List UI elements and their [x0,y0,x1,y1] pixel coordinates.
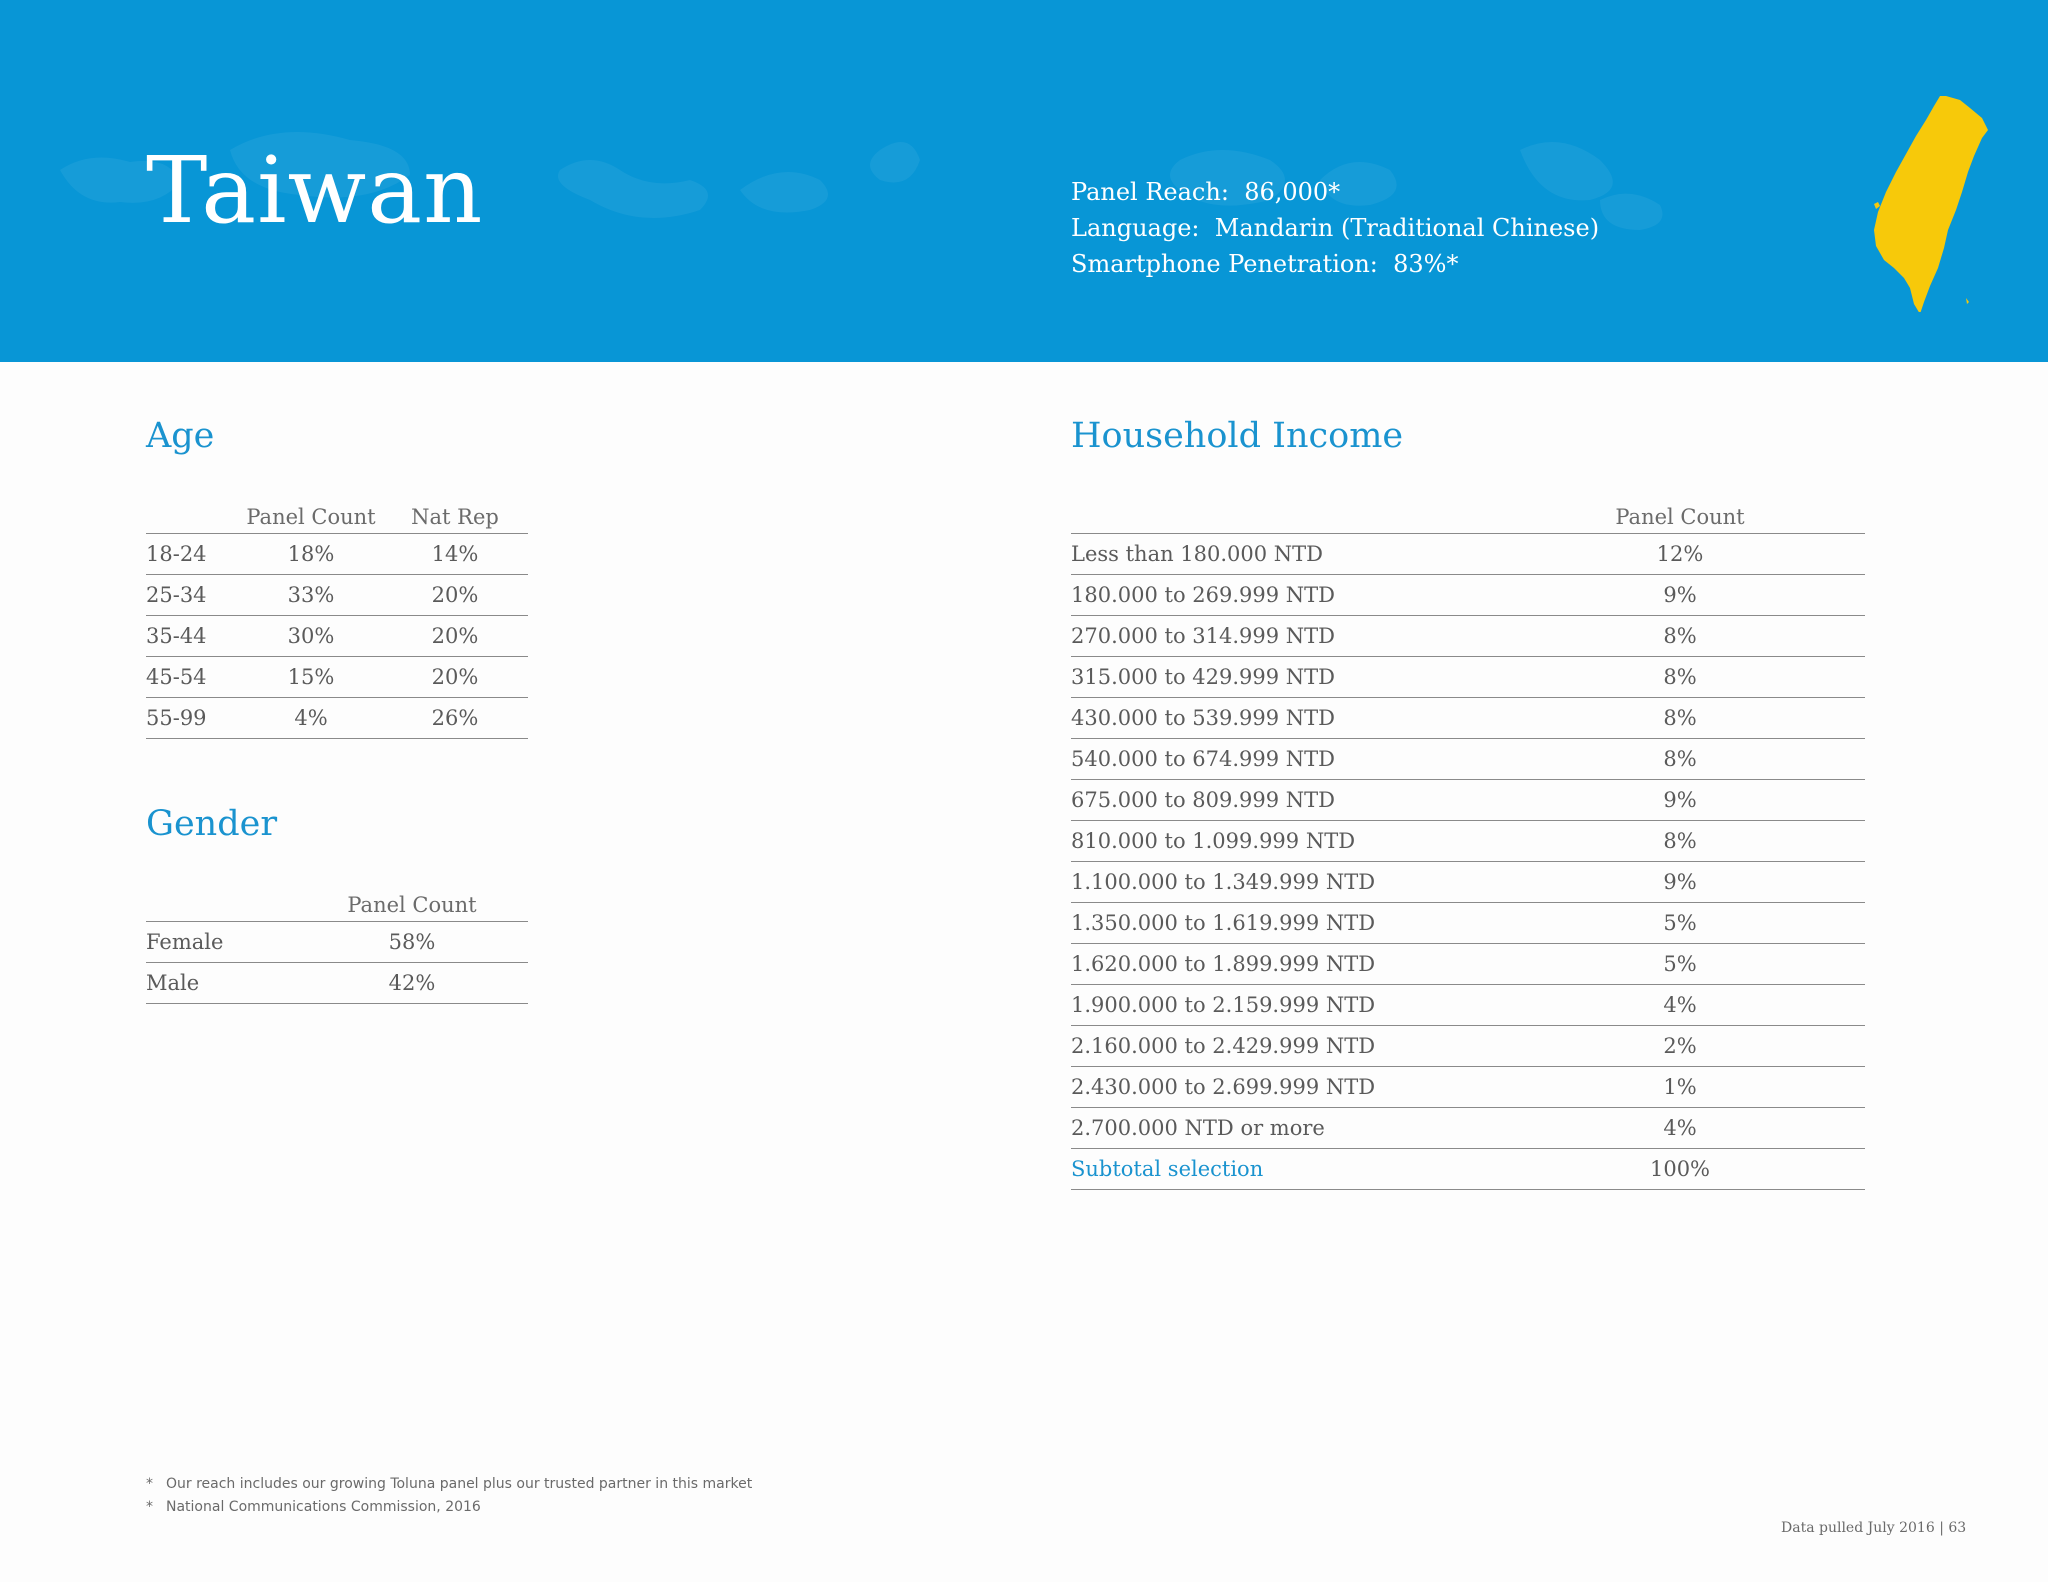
fact-value: 86,000* [1244,178,1341,206]
household-income-table [1071,489,1865,1190]
panel-count-value: 18% [240,534,382,575]
row-spacer [1765,698,1865,739]
row-label: 540.000 to 674.999 NTD [1071,739,1595,780]
panel-count-value: 4% [240,698,382,739]
subtotal-row [1071,1149,1865,1190]
table-row [1071,780,1865,821]
row-spacer [1765,862,1865,903]
panel-count-value: 8% [1595,739,1765,780]
table-row [1071,985,1865,1026]
row-spacer [1765,1067,1865,1108]
data-pulled-note: Data pulled July 2016 [1781,1520,1935,1536]
footnote [146,1473,752,1496]
age-table [146,489,528,739]
fact-smartphone-penetration [1071,246,1599,282]
fact-label: Language: [1071,214,1200,242]
column-header-label [1071,489,1595,534]
row-label: Less than 180.000 NTD [1071,534,1595,575]
table-row [1071,534,1865,575]
column-spacer [1765,489,1865,534]
row-label: 55-99 [146,698,240,739]
fact-language [1071,210,1599,246]
row-spacer [1765,821,1865,862]
row-label: 35-44 [146,616,240,657]
row-label: 180.000 to 269.999 NTD [1071,575,1595,616]
row-label: 2.430.000 to 2.699.999 NTD [1071,1067,1595,1108]
column-header-label [146,877,296,922]
row-label: 1.900.000 to 2.159.999 NTD [1071,985,1595,1026]
row-label: 430.000 to 539.999 NTD [1071,698,1595,739]
page-title: Taiwan [146,137,484,244]
nat-rep-value: 20% [382,616,528,657]
age-heading: Age [146,416,215,456]
panel-count-value: 5% [1595,944,1765,985]
table-row [1071,944,1865,985]
row-spacer [1765,616,1865,657]
row-spacer [1765,903,1865,944]
table-row [1071,575,1865,616]
footnote-text: Our reach includes our growing Toluna panel plus our trusted partner in this market [166,1476,753,1492]
nat-rep-value: 20% [382,657,528,698]
column-header-nat-rep: Nat Rep [382,489,528,534]
table-row [146,575,528,616]
table-header-row [1071,489,1865,534]
taiwan-map-icon [1838,92,1998,312]
row-label: 675.000 to 809.999 NTD [1071,780,1595,821]
gender-heading: Gender [146,804,278,844]
table-row [146,657,528,698]
table-row [1071,616,1865,657]
table-row [146,698,528,739]
row-label: 1.620.000 to 1.899.999 NTD [1071,944,1595,985]
table-row [146,534,528,575]
table-row [1071,903,1865,944]
column-header-panel-count: Panel Count [1595,489,1765,534]
fact-value: 83%* [1393,250,1459,278]
table-header-row [146,489,528,534]
row-spacer [1765,1149,1865,1190]
row-label: 2.700.000 NTD or more [1071,1108,1595,1149]
table-header-row [146,877,528,922]
row-label: 45-54 [146,657,240,698]
panel-count-value: 9% [1595,575,1765,616]
panel-count-value: 42% [296,963,528,1004]
subtotal-value: 100% [1595,1149,1765,1190]
panel-count-value: 30% [240,616,382,657]
footnote [146,1496,752,1519]
row-label: Male [146,963,296,1004]
table-row [1071,698,1865,739]
panel-count-value: 5% [1595,903,1765,944]
table-row [1071,862,1865,903]
column-header-label [146,489,240,534]
table-row [146,922,528,963]
table-row [146,616,528,657]
table-row [1071,1026,1865,1067]
table-row [1071,657,1865,698]
row-label: 2.160.000 to 2.429.999 NTD [1071,1026,1595,1067]
row-label: 18-24 [146,534,240,575]
fact-value: Mandarin (Traditional Chinese) [1214,214,1600,242]
nat-rep-value: 26% [382,698,528,739]
panel-count-value: 4% [1595,1108,1765,1149]
country-facts [1071,174,1599,282]
nat-rep-value: 14% [382,534,528,575]
panel-count-value: 8% [1595,698,1765,739]
subtotal-label: Subtotal selection [1071,1149,1595,1190]
row-label: 810.000 to 1.099.999 NTD [1071,821,1595,862]
row-spacer [1765,739,1865,780]
footer-separator: | [1939,1520,1944,1536]
household-income-heading: Household Income [1071,416,1404,456]
panel-count-value: 8% [1595,657,1765,698]
row-label: 25-34 [146,575,240,616]
footnotes [146,1473,752,1519]
panel-count-value: 15% [240,657,382,698]
row-spacer [1765,657,1865,698]
row-spacer [1765,944,1865,985]
row-label: 1.100.000 to 1.349.999 NTD [1071,862,1595,903]
row-spacer [1765,985,1865,1026]
page-footer [1781,1520,1966,1536]
fact-panel-reach [1071,174,1599,210]
column-header-panel-count: Panel Count [240,489,382,534]
table-row [1071,821,1865,862]
fact-label: Smartphone Penetration: [1071,250,1378,278]
row-label: Female [146,922,296,963]
table-row [1071,739,1865,780]
panel-count-value: 9% [1595,780,1765,821]
table-row [1071,1067,1865,1108]
row-label: 270.000 to 314.999 NTD [1071,616,1595,657]
table-row [146,963,528,1004]
footnote-text: National Communications Commission, 2016 [166,1499,481,1515]
row-spacer [1765,575,1865,616]
panel-count-value: 33% [240,575,382,616]
panel-count-value: 58% [296,922,528,963]
row-spacer [1765,534,1865,575]
fact-label: Panel Reach: [1071,178,1229,206]
footnote-mark: * [146,1499,153,1515]
panel-count-value: 1% [1595,1067,1765,1108]
row-spacer [1765,780,1865,821]
row-label: 315.000 to 429.999 NTD [1071,657,1595,698]
panel-count-value: 8% [1595,616,1765,657]
panel-count-value: 4% [1595,985,1765,1026]
column-header-panel-count: Panel Count [296,877,528,922]
table-row [1071,1108,1865,1149]
panel-count-value: 2% [1595,1026,1765,1067]
row-spacer [1765,1026,1865,1067]
panel-count-value: 9% [1595,862,1765,903]
header-banner [0,0,2048,362]
footnote-mark: * [146,1476,153,1492]
row-spacer [1765,1108,1865,1149]
panel-count-value: 8% [1595,821,1765,862]
panel-count-value: 12% [1595,534,1765,575]
gender-table [146,877,528,1004]
page-number: 63 [1948,1520,1967,1536]
nat-rep-value: 20% [382,575,528,616]
row-label: 1.350.000 to 1.619.999 NTD [1071,903,1595,944]
